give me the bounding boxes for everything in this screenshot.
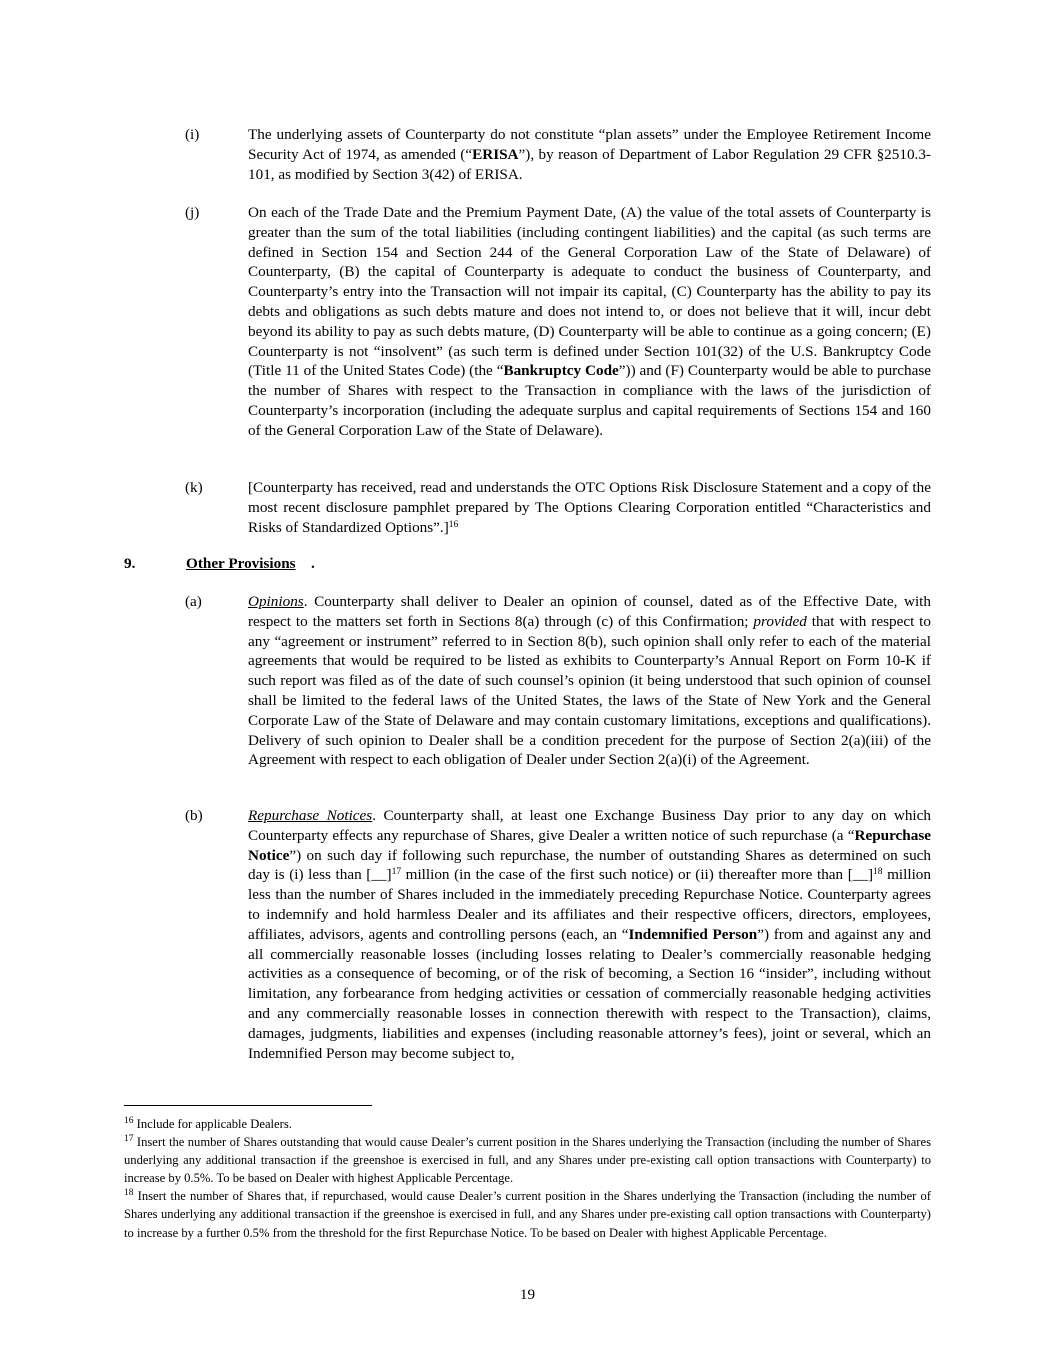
section-title: Other Provisions [186,555,296,572]
clause-label: (k) [185,479,203,496]
clause-text: Opinions. Counterparty shall deliver to Dealer an opinion of counsel, dated as of the Effective Date, with respect to the matters set forth in Sections 8(a) through (c) of this Confirmation; provided that with respect to any “agreement or instrument” referred to in Section 8(b), such opinion shall only refer to each of the material agreements that would be required to be listed as exhibits to Counterparty’s Annual Report on Form 10-K if such report was filed as of the date of such counsel’s opinion (it being understood that such opinion of counsel shall be limited to the federal laws of the United States, the laws of the State of New York and the General Corporate Law of the State of Delaware and may contain customary limitations, exceptions and qualifications). Delivery of such opinion to Dealer shall be a condition precedent for the purpose of Section 2(a)(iii) of the Agreement with respect to each obligation of Dealer under Section 2(a)(i) of the Agreement. [248,593,931,769]
footnote-ref[interactable]: 18 [873,867,883,878]
clause-text: On each of the Trade Date and the Premium Payment Date, (A) the value of the total assets of Counterparty is greater than the sum of the total liabilities (including contingent liabilities) and the capital (as such terms are defined in Section 154 and Section 244 of the General Corporation Law of the State of Delaware) of Counterparty, (B) the capital of Counterparty is adequate to conduct the business of Counterparty, and Counterparty’s entry into the Transaction will not impair its capital, (C) Counterparty has the ability to pay its debts and obligations as such debts mature and does not intend to, or does not believe that it will, incur debt beyond its ability to pay as such debts mature, (D) Counterparty will be able to continue as a going concern; (E) Counterparty is not “insolvent” (as such term is defined under Section 101(32) of the U.S. Bankruptcy Code (Title 11 of the United States Code) (the “Bankruptcy Code”)) and (F) Counterparty would be able to purchase the number of Shares with respect to the Transaction in compliance with the laws of the jurisdiction of Counterparty’s incorporation (including the adequate surplus and capital requirements of Sections 154 and 160 of the General Corporation Law of the State of Delaware). [248,204,931,439]
clause-heading: Repurchase Notices [248,807,373,824]
clause-label: (j) [185,204,200,221]
defined-term: Repurchase Notice [248,826,931,864]
section-number: 9. [124,555,136,572]
footnote-ref[interactable]: 16 [448,519,459,530]
defined-term: Bankruptcy Code [503,362,619,380]
clause-text: [Counterparty has received, read and understands the OTC Options Risk Disclosure Statement and a copy of the most recent disclosure pamphlet prepared by The Options Clearing Corporation entitled “Characteristics and Risks of Standardized Options”.]$^{16}$ [248,479,931,536]
defined-term: Indemnified Person [628,925,758,943]
footnote-16: $^{16}$ Include for applicable Dealers. [124,1116,292,1131]
clause-label: (a) [185,593,202,610]
section-title-period: . [311,555,315,572]
clause-label: (b) [185,807,203,824]
footnote-17: $^{17}$ Insert the number of Shares outstanding that would cause Dealer’s current position in the Shares underlying the Transaction (including the number of Shares underlying any additional transaction if the greenshoe is exercised in full, and any Shares under pre-existing call option transactions with Counterparty) to increase by 0.5%. To be based on Dealer with highest Applicable Percentage. [124,1134,931,1186]
footnote-separator [124,1105,372,1106]
clause-text: Repurchase Notices. Counterparty shall, at least one Exchange Business Day prior to any day on which Counterparty effects any repurchase of Shares, give Dealer a written notice of such repurchase (a “Repurchase Notice”) on such day if following such repurchase, the number of outstanding Shares as determined on such day is (i) less than [__]$^{17}$ million (in the case of the first such notice) or (ii) thereafter more than [__]$^{18}$ million less than the number of Shares included in the immediately preceding Repurchase Notice. Counterparty agrees to indemnify and hold harmless Dealer and its affiliates and their respective officers, directors, employees, affiliates, advisors, agents and controlling persons (each, an “Indemnified Person”) from and against any and all commercially reasonable losses (including losses relating to Dealer’s commercially reasonable hedging activities as a consequence of becoming, or of the risk of becoming, a Section 16 “insider”, including without limitation, any forbearance from hedging activities or cessation of commercially reasonable hedging activities and any commercially reasonable losses in connection therewith with respect to the Transaction), claims, damages, judgments, liabilities and expenses (including reasonable attorney’s fees), joint or several, which an Indemnified Person may become subject to, [248,807,931,1062]
footnotes [124,1115,931,1242]
defined-term: ERISA [472,145,519,163]
clause-heading: Opinions [248,593,304,610]
page-number: 19 [519,1286,536,1303]
footnote-ref[interactable]: 17 [391,867,402,878]
clause-text: The underlying assets of Counterparty do not constitute “plan assets” under the Employee Retirement Income Security Act of 1974, as amended (“ERISA”), by reason of Department of Labor Regulation 29 CFR §2510.3-101, as modified by Section 3(42) of ERISA. [248,126,931,183]
footnote-18: $^{18}$ Insert the number of Shares that, if repurchased, would cause Dealer’s current position in the Shares underlying the Transaction (including the number of Shares underlying any additional transaction if the greenshoe is exercised in full, and any Shares under pre-existing call option transactions with Counterparty) to increase by a further 0.5% from the threshold for the first Repurchase Notice. To be based on Dealer with highest Applicable Percentage. [124,1188,931,1240]
clause-label: (i) [185,126,200,143]
